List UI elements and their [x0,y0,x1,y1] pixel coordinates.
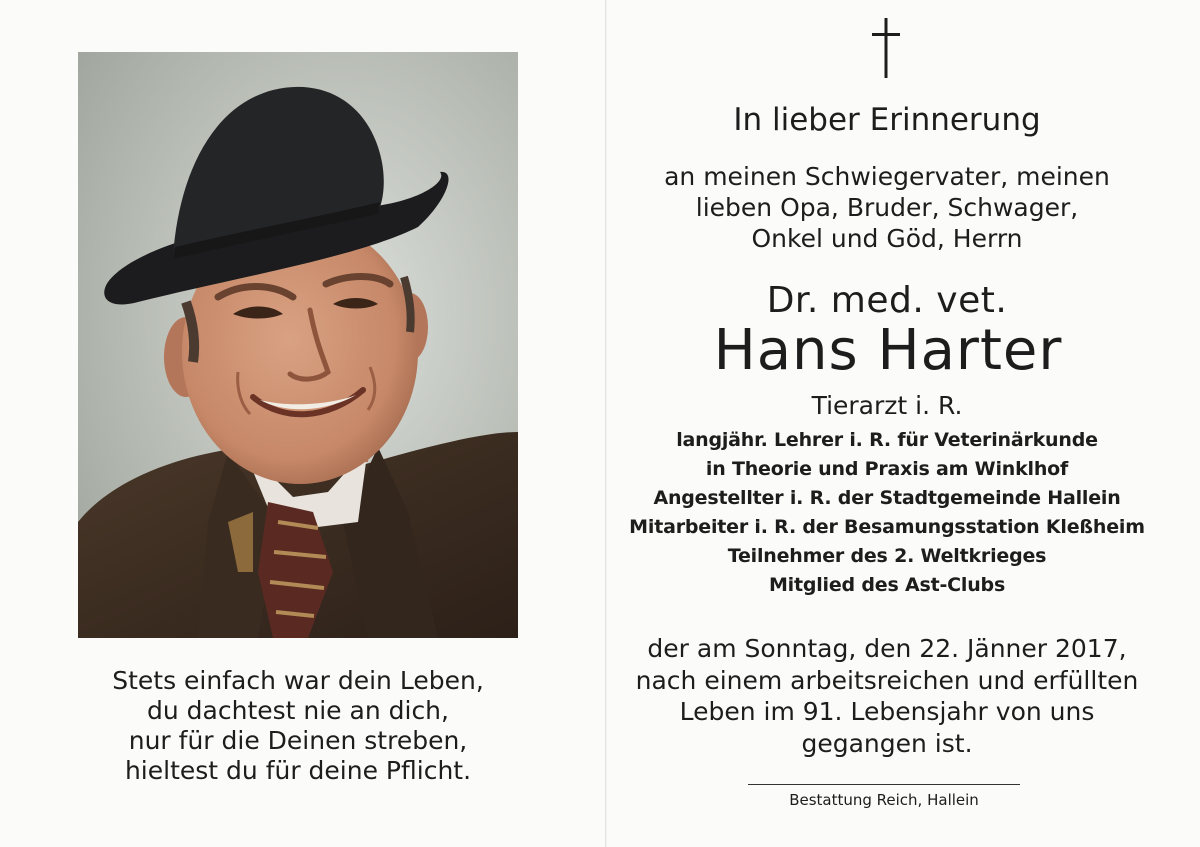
intro-text [607,161,1167,254]
description-line: Teilnehmer des 2. Weltkrieges [727,545,1047,567]
deceased-name: Hans Harter [713,318,1063,383]
academic-title: Dr. med. vet. [766,280,1008,321]
poem-line: Stets einfach war dein Leben, [112,666,484,695]
portrait-photo [78,52,518,638]
funeral-home: Bestattung Reich, Hallein [789,791,979,809]
description-line: Mitglied des Ast-Clubs [768,574,1006,596]
poem [78,666,518,786]
intro-line: an meinen Schwiegervater, meinen [664,162,1110,191]
intro-line: Onkel und Göd, Herrn [751,224,1023,253]
closing-line: der am Sonntag, den 22. Jänner 2017, [647,634,1127,663]
profession: Tierarzt i. R. [811,391,963,420]
memorial-heading: In lieber Erinnerung [733,102,1041,138]
portrait-illustration [78,52,518,638]
description-line: langjähr. Lehrer i. R. für Veterinärkunde [676,429,1098,451]
career-description [607,426,1167,600]
intro-line: lieben Opa, Bruder, Schwager, [695,193,1079,222]
closing-line: gegangen ist. [801,728,973,758]
description-line: Angestellter i. R. der Stadtgemeinde Hallein [653,487,1121,509]
closing-line: Leben im 91. Lebensjahr von uns [679,697,1095,726]
description-line: in Theorie und Praxis am Winklhof [705,458,1069,480]
poem-line: du dachtest nie an dich, [147,696,449,725]
poem-line: hieltest du für deine Pflicht. [124,756,472,785]
closing-line: nach einem arbeitsreichen und erfüllten [635,665,1139,695]
latin-cross-icon [869,18,903,78]
poem-line: nur für die Deinen streben, [128,726,468,755]
divider-line [748,784,1020,785]
closing-text [607,633,1167,759]
description-line: Mitarbeiter i. R. der Besamungsstation Kleßheim [629,516,1145,538]
